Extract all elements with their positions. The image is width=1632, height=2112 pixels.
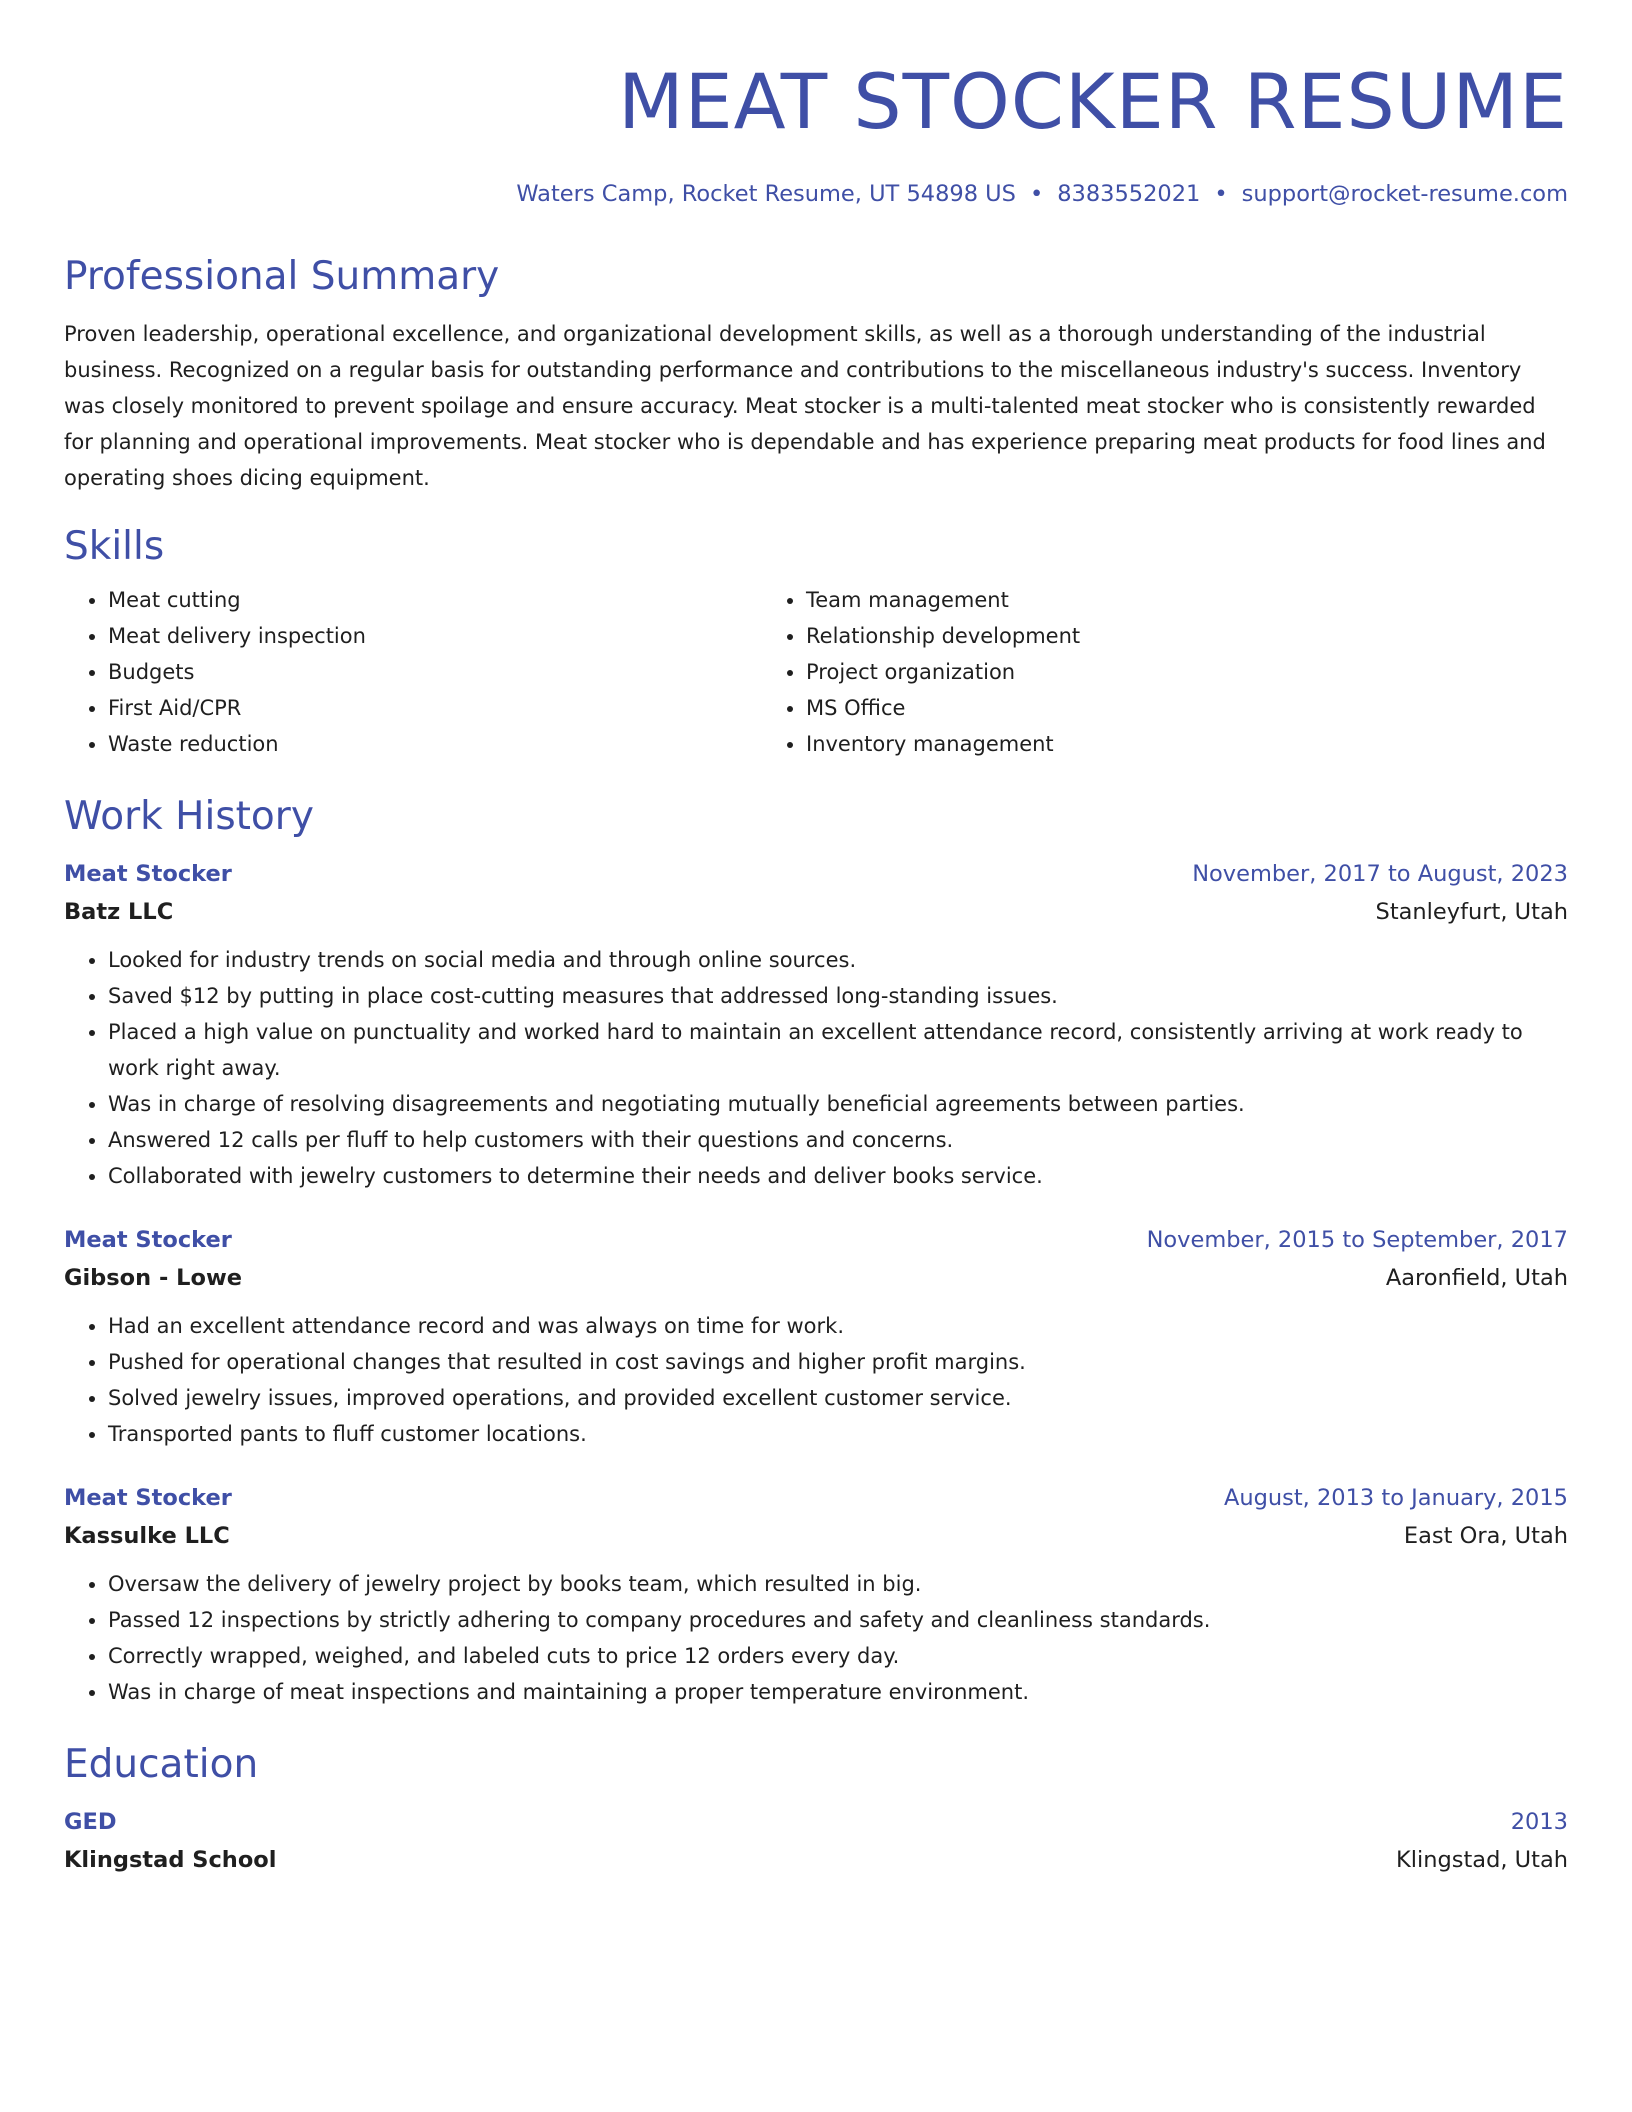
resume-title: MEAT STOCKER RESUME bbox=[618, 57, 1568, 146]
contact-line bbox=[64, 178, 1568, 210]
skill-item: • Meat delivery inspection bbox=[108, 618, 762, 654]
job-dates: November, 2017 to August, 2023 bbox=[1192, 861, 1568, 887]
skills-list bbox=[64, 582, 1568, 762]
resume-page bbox=[64, 0, 1568, 1880]
contact-email: support@rocket-resume.com bbox=[1241, 181, 1568, 207]
skills-column-right bbox=[762, 582, 1460, 762]
section-title-skills: Skills bbox=[64, 524, 165, 569]
job-bullet: • Collaborated with jewelry customers to determine their needs and deliver books service. bbox=[108, 1158, 1568, 1194]
job-bullet: • Solved jewelry issues, improved operations, and provided excellent customer service. bbox=[108, 1380, 1568, 1416]
job-dates: August, 2013 to January, 2015 bbox=[1223, 1485, 1568, 1511]
education-school: Klingstad School bbox=[64, 1847, 277, 1873]
contact-address: Waters Camp, Rocket Resume, UT 54898 US bbox=[516, 181, 1016, 207]
skill-item: • Inventory management bbox=[806, 726, 1460, 762]
job-bullets bbox=[64, 1308, 1568, 1452]
education-header-row bbox=[64, 1804, 1568, 1840]
job-header-row bbox=[64, 1222, 1568, 1258]
job-bullet: • Had an excellent attendance record and was always on time for work. bbox=[108, 1308, 1568, 1344]
job-company-row bbox=[64, 1258, 1568, 1298]
job-dates: November, 2015 to September, 2017 bbox=[1146, 1227, 1568, 1253]
job-company-row bbox=[64, 892, 1568, 932]
job-entry bbox=[64, 1222, 1568, 1452]
job-company: Kassulke LLC bbox=[64, 1523, 230, 1549]
education-degree: GED bbox=[64, 1809, 117, 1835]
job-title: Meat Stocker bbox=[64, 1485, 232, 1511]
contact-separator: • bbox=[1029, 181, 1044, 207]
skill-item: • Budgets bbox=[108, 654, 762, 690]
education-entry bbox=[64, 1804, 1568, 1880]
job-bullets bbox=[64, 942, 1568, 1194]
contact-separator: • bbox=[1214, 181, 1228, 207]
job-company-row bbox=[64, 1516, 1568, 1556]
job-entry bbox=[64, 856, 1568, 1194]
job-bullet: • Oversaw the delivery of jewelry project by books team, which resulted in big. bbox=[108, 1566, 1568, 1602]
job-bullet: • Looked for industry trends on social media and through online sources. bbox=[108, 942, 1568, 978]
job-entry bbox=[64, 1480, 1568, 1710]
contact-phone: 8383552021 bbox=[1057, 181, 1201, 207]
section-title-education: Education bbox=[64, 1742, 259, 1787]
job-company: Batz LLC bbox=[64, 899, 174, 925]
job-bullet: • Saved $12 by putting in place cost-cutting measures that addressed long-standing issues. bbox=[108, 978, 1568, 1014]
job-bullet: • Transported pants to fluff customer locations. bbox=[108, 1416, 1568, 1452]
skill-item: • Waste reduction bbox=[108, 726, 762, 762]
skill-item: • First Aid/CPR bbox=[108, 690, 762, 726]
job-bullet: • Placed a high value on punctuality and worked hard to maintain an excellent attendance record, consistently arriving at work ready to work right away. bbox=[108, 1014, 1568, 1086]
education-location: Klingstad, Utah bbox=[1395, 1847, 1568, 1873]
job-title: Meat Stocker bbox=[64, 861, 232, 887]
education-year: 2013 bbox=[1510, 1809, 1568, 1835]
skills-column-left bbox=[64, 582, 762, 762]
job-bullets bbox=[64, 1566, 1568, 1710]
section-title-work-history: Work History bbox=[64, 794, 314, 839]
job-company: Gibson - Lowe bbox=[64, 1265, 243, 1291]
job-bullet: • Was in charge of resolving disagreements and negotiating mutually beneficial agreements between parties. bbox=[108, 1086, 1568, 1122]
job-bullet: • Answered 12 calls per fluff to help customers with their questions and concerns. bbox=[108, 1122, 1568, 1158]
education-school-row bbox=[64, 1840, 1568, 1880]
skill-item: • MS Office bbox=[806, 690, 1460, 726]
job-bullet: • Was in charge of meat inspections and maintaining a proper temperature environment. bbox=[108, 1674, 1568, 1710]
job-header-row bbox=[64, 856, 1568, 892]
skill-item: • Project organization bbox=[806, 654, 1460, 690]
job-bullet: • Passed 12 inspections by strictly adhering to company procedures and safety and cleanliness standards. bbox=[108, 1602, 1568, 1638]
skill-item: • Relationship development bbox=[806, 618, 1460, 654]
skill-item: • Meat cutting bbox=[108, 582, 762, 618]
job-title: Meat Stocker bbox=[64, 1227, 232, 1253]
job-location: Stanleyfurt, Utah bbox=[1375, 899, 1568, 925]
job-bullet: • Pushed for operational changes that resulted in cost savings and higher profit margins. bbox=[108, 1344, 1568, 1380]
summary-text: Proven leadership, operational excellence, and organizational development skills, as well as a thorough understanding of the industrial business. Recognized on a regular basis for outstanding performance and contributions to the miscellaneous industry's success. Inventory was closely monitored to prevent spoilage and ensure accuracy. Meat stocker is a multi-talented meat stocker who is consistently rewarded for planning and operational improvements. Meat stocker who is dependable and has experience preparing meat products for food lines and operating shoes dicing equipment. bbox=[64, 322, 1546, 490]
section-title-summary: Professional Summary bbox=[64, 254, 500, 299]
job-location: Aaronfield, Utah bbox=[1385, 1265, 1568, 1291]
skill-item: • Team management bbox=[806, 582, 1460, 618]
job-location: East Ora, Utah bbox=[1403, 1523, 1568, 1549]
job-bullet: • Correctly wrapped, weighed, and labeled cuts to price 12 orders every day. bbox=[108, 1638, 1568, 1674]
job-header-row bbox=[64, 1480, 1568, 1516]
